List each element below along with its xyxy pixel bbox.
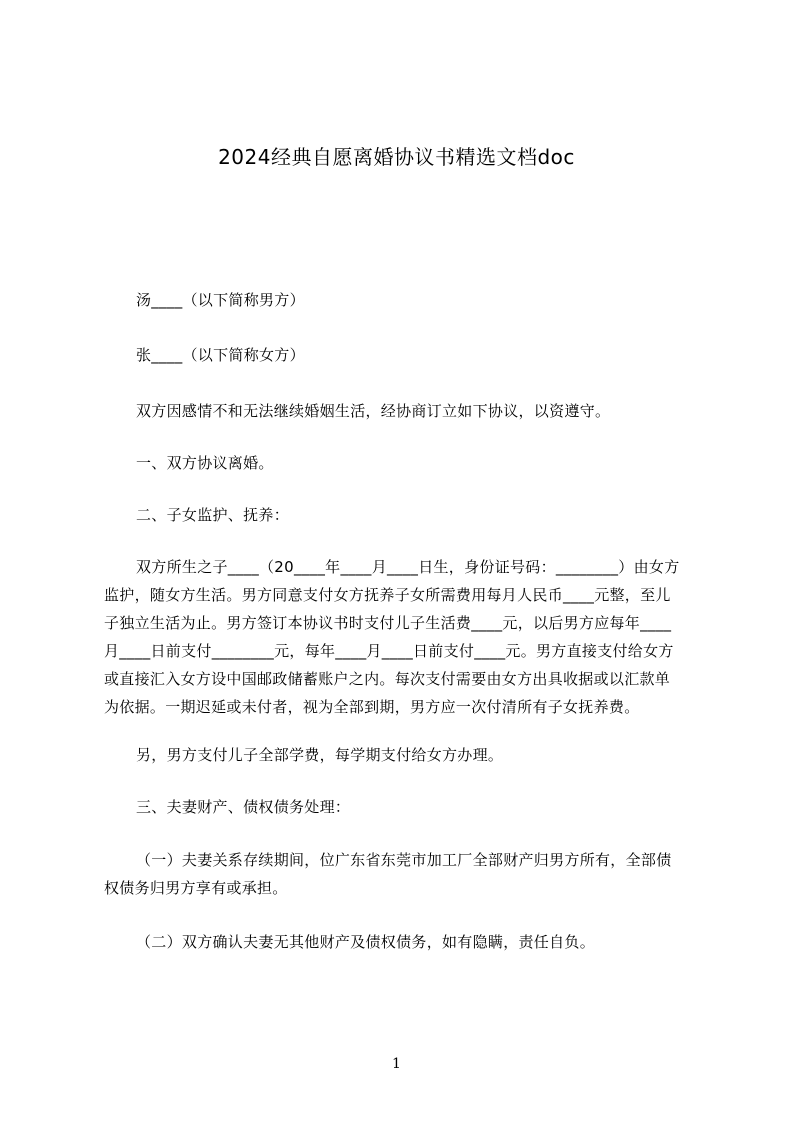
document-title: 2024经典自愿离婚协议书精选文档doc	[218, 145, 575, 169]
preamble-paragraph: 双方因感情不和无法继续婚姻生活，经协商订立如下协议，以资遵守。	[136, 402, 611, 420]
section-2-note: 另，男方支付儿子全部学费，每学期支付给女方办理。	[136, 746, 504, 764]
section-2-heading: 二、子女监护、抚养：	[136, 506, 290, 524]
section-2-body-line: 子独立生活为止。男方签订本协议书时支付儿子生活费____元，以后男方应每年____	[104, 614, 672, 632]
section-3-item-1-line: （一）夫妻关系存续期间，位广东省东莞市加工厂全部财产归男方所有，全部债	[136, 851, 672, 869]
section-3-item-2: （二）双方确认夫妻无其他财产及债权债务，如有隐瞒，责任自负。	[136, 933, 596, 951]
man-party-line: 汤____（以下简称男方）	[136, 291, 305, 309]
page-number: 1	[392, 1056, 401, 1072]
section-3-item-1-line: 权债务归男方享有或承担。	[104, 879, 288, 897]
section-1-heading: 一、双方协议离婚。	[136, 454, 274, 472]
section-2-body	[104, 553, 700, 721]
section-2-body-line: 双方所生之子____（20____年____月____日生，身份证号码：________）由女方	[136, 558, 680, 576]
section-3-heading: 三、夫妻财产、债权债务处理：	[136, 798, 351, 816]
section-2-body-line: 月____日前支付________元，每年____月____日前支付____元。男方直接支付给女方	[104, 642, 674, 660]
section-2-body-line: 监护，随女方生活。男方同意支付女方抚养子女所需费用每月人民币____元整，至儿	[104, 586, 671, 604]
woman-party-line: 张____（以下简称女方）	[136, 346, 305, 364]
section-2-body-line: 或直接汇入女方设中国邮政储蓄账户之内。每次支付需要由女方出具收据或以汇款单	[104, 670, 671, 688]
section-2-body-line: 为依据。一期迟延或未付者，视为全部到期，男方应一次付清所有子女抚养费。	[104, 698, 640, 716]
section-3-item-1	[104, 846, 700, 902]
